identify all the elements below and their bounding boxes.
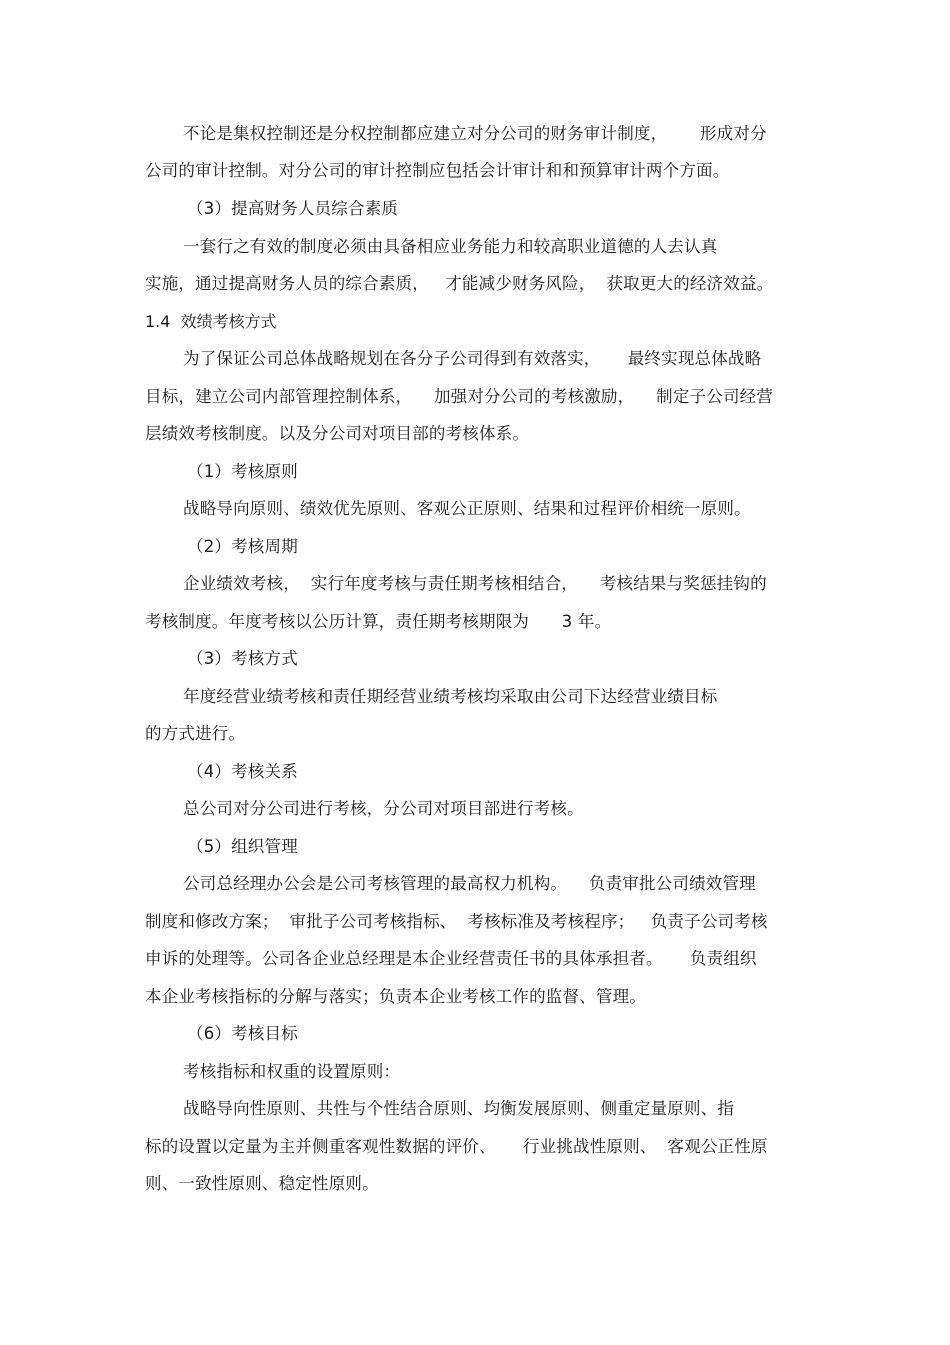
subheading-1-principles: （1）考核原则 — [187, 462, 298, 481]
paragraph-line: 为了保证公司总体战略规划在各分子公司得到有效落实， 最终实现总体战略 — [183, 349, 762, 368]
paragraph-line: 制度和修改方案； 审批子公司考核指标、 考核标准及考核程序； 负责子公司考核 — [145, 912, 768, 931]
paragraph-line: 目标，建立公司内部管理控制体系， 加强对分公司的考核激励， 制定子公司经营 — [145, 387, 774, 406]
paragraph-line: 考核指标和权重的设置原则： — [183, 1062, 401, 1081]
paragraph-line: 公司的审计控制。对分公司的审计控制应包括会计审计和和预算审计两个方面。 — [145, 161, 730, 180]
subheading-4-relations: （4）考核关系 — [187, 762, 298, 781]
subheading-3-improve-finance-staff: （3）提高财务人员综合素质 — [187, 199, 399, 218]
paragraph-line: 考核制度。年度考核以公历计算，责任期考核期限为 3 年。 — [145, 612, 612, 631]
paragraph-line: 一套行之有效的制度必须由具备相应业务能力和较高职业道德的人去认真 — [183, 237, 718, 256]
paragraph-line: 实施，通过提高财务人员的综合素质， 才能减少财务风险， 获取更大的经济效益。 — [145, 274, 774, 293]
paragraph-line: 总公司对分公司进行考核，分公司对项目部进行考核。 — [183, 799, 584, 818]
paragraph-line: 战略导向原则、绩效优先原则、客观公正原则、结果和过程评价相统一原则。 — [183, 499, 751, 518]
paragraph-line: 层绩效考核制度。以及分公司对项目部的考核体系。 — [145, 424, 530, 443]
paragraph-line: 不论是集权控制还是分权控制都应建立对分公司的财务审计制度， 形成对分 — [183, 124, 767, 143]
paragraph-line: 本企业考核指标的分解与落实；负责本企业考核工作的监督、管理。 — [145, 987, 646, 1006]
paragraph-line: 公司总经理办公会是公司考核管理的最高权力机构。 负责审批公司绩效管理 — [183, 874, 756, 893]
section-heading-1-4: 1.4 效绩考核方式 — [145, 312, 277, 331]
subheading-6-objectives: （6）考核目标 — [187, 1024, 298, 1043]
subheading-5-organization: （5）组织管理 — [187, 837, 298, 856]
paragraph-line: 战略导向性原则、共性与个性结合原则、均衡发展原则、侧重定量原则、指 — [183, 1099, 735, 1118]
paragraph-line: 标的设置以定量为主并侧重客观性数据的评价、 行业挑战性原则、 客观公正性原 — [145, 1137, 768, 1156]
paragraph-line: 年度经营业绩考核和责任期经营业绩考核均采取由公司下达经营业绩目标 — [183, 687, 718, 706]
subheading-3-method: （3）考核方式 — [187, 649, 298, 668]
subheading-2-cycle: （2）考核周期 — [187, 537, 298, 556]
paragraph-line: 企业绩效考核， 实行年度考核与责任期考核相结合， 考核结果与奖惩挂钩的 — [183, 574, 767, 593]
paragraph-line: 的方式进行。 — [145, 724, 246, 743]
paragraph-line: 则、一致性原则、稳定性原则。 — [145, 1174, 379, 1193]
paragraph-line: 申诉的处理等。公司各企业总经理是本企业经营责任书的具体承担者。 负责组织 — [145, 949, 757, 968]
